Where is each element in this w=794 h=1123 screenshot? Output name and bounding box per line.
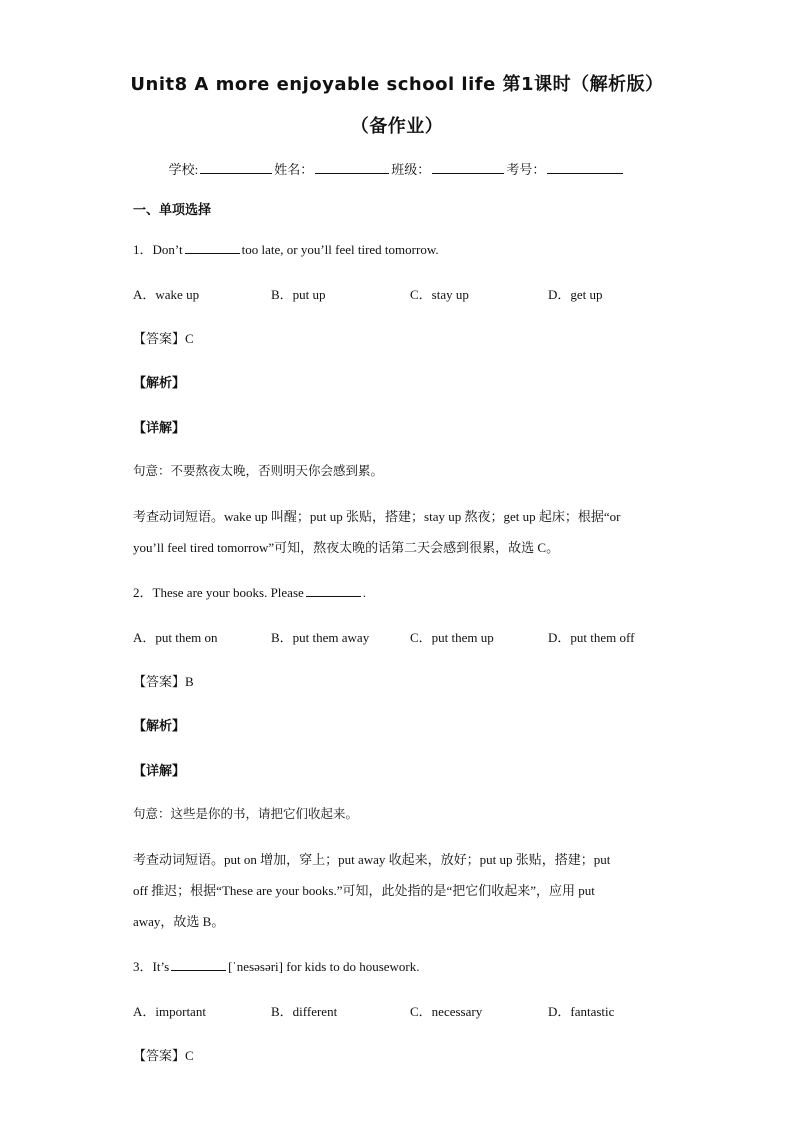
question-2: 2．These are your books. Please . [133, 585, 367, 600]
q2-explain-line3: away，故选 B。 [133, 914, 225, 929]
q1-analysis-tag: 【解析】 [133, 376, 186, 391]
document-subtitle: （备作业） [350, 116, 444, 137]
question-3: 3．It’s [ˈnesəsəri] for kids to do housework. [133, 959, 420, 974]
q2-option-a: A．put them on [133, 630, 218, 645]
q1-option-a: A．wake up [133, 287, 200, 302]
school-blank[interactable] [200, 162, 272, 174]
q1-explain-line2: you’ll feel tired tomorrow”可知，熬夜太晚的话第二天会感到很累，故选 C。 [133, 540, 560, 555]
q2-answer: 【答案】B [133, 674, 194, 690]
q3-answer: 【答案】C [133, 1048, 194, 1064]
q1-explain-line1: 考查动词短语。wake up 叫醒；put up 张贴，搭建；stay up 熬夜；get up 起床；根据“or [133, 509, 621, 524]
question-1: 1．Don’t too late, or you’ll feel tired tomorrow. [133, 242, 439, 257]
q1-option-b: B．put up [271, 287, 326, 302]
q1-meaning: 句意：不要熬夜太晚，否则明天你会感到累。 [133, 463, 384, 478]
q1-option-c: C．stay up [410, 287, 469, 302]
section-heading: 一、单项选择 [133, 203, 212, 218]
q3-option-c: C．necessary [410, 1004, 483, 1019]
q1-detail-tag: 【详解】 [133, 421, 186, 436]
name-blank[interactable] [315, 162, 389, 174]
q2-option-b: B．put them away [271, 630, 370, 645]
q3-option-a: A．important [133, 1004, 206, 1019]
class-label: 班级： [391, 162, 431, 177]
number-label: 考号： [506, 162, 546, 177]
student-info-line [0, 159, 794, 178]
q1-option-d: D．get up [548, 287, 603, 302]
document-title: Unit8 A more enjoyable school life 第1课时（解析版） [130, 74, 664, 95]
q2-meaning: 句意：这些是你的书，请把它们收起来。 [133, 806, 359, 821]
q1-blank [185, 242, 240, 254]
q2-detail-tag: 【详解】 [133, 764, 186, 779]
q2-explain-line1: 考查动词短语。put on 增加，穿上；put away 收起来，放好；put up 张贴，搭建；put [133, 852, 611, 867]
q2-option-d: D．put them off [548, 630, 635, 645]
q3-option-b: B．different [271, 1004, 338, 1019]
school-label: 学校: [168, 162, 199, 177]
q2-blank [306, 585, 361, 597]
q1-answer: 【答案】C [133, 331, 194, 347]
q2-option-c: C．put them up [410, 630, 494, 645]
q2-explain-line2: off 推迟；根据“These are your books.”可知，此处指的是“把它们收起来”，应用 put [133, 883, 595, 898]
number-blank[interactable] [547, 162, 623, 174]
q3-option-d: D．fantastic [548, 1004, 615, 1019]
q2-analysis-tag: 【解析】 [133, 719, 186, 734]
q3-blank [171, 959, 226, 971]
name-label: 姓名： [274, 162, 314, 177]
class-blank[interactable] [432, 162, 504, 174]
